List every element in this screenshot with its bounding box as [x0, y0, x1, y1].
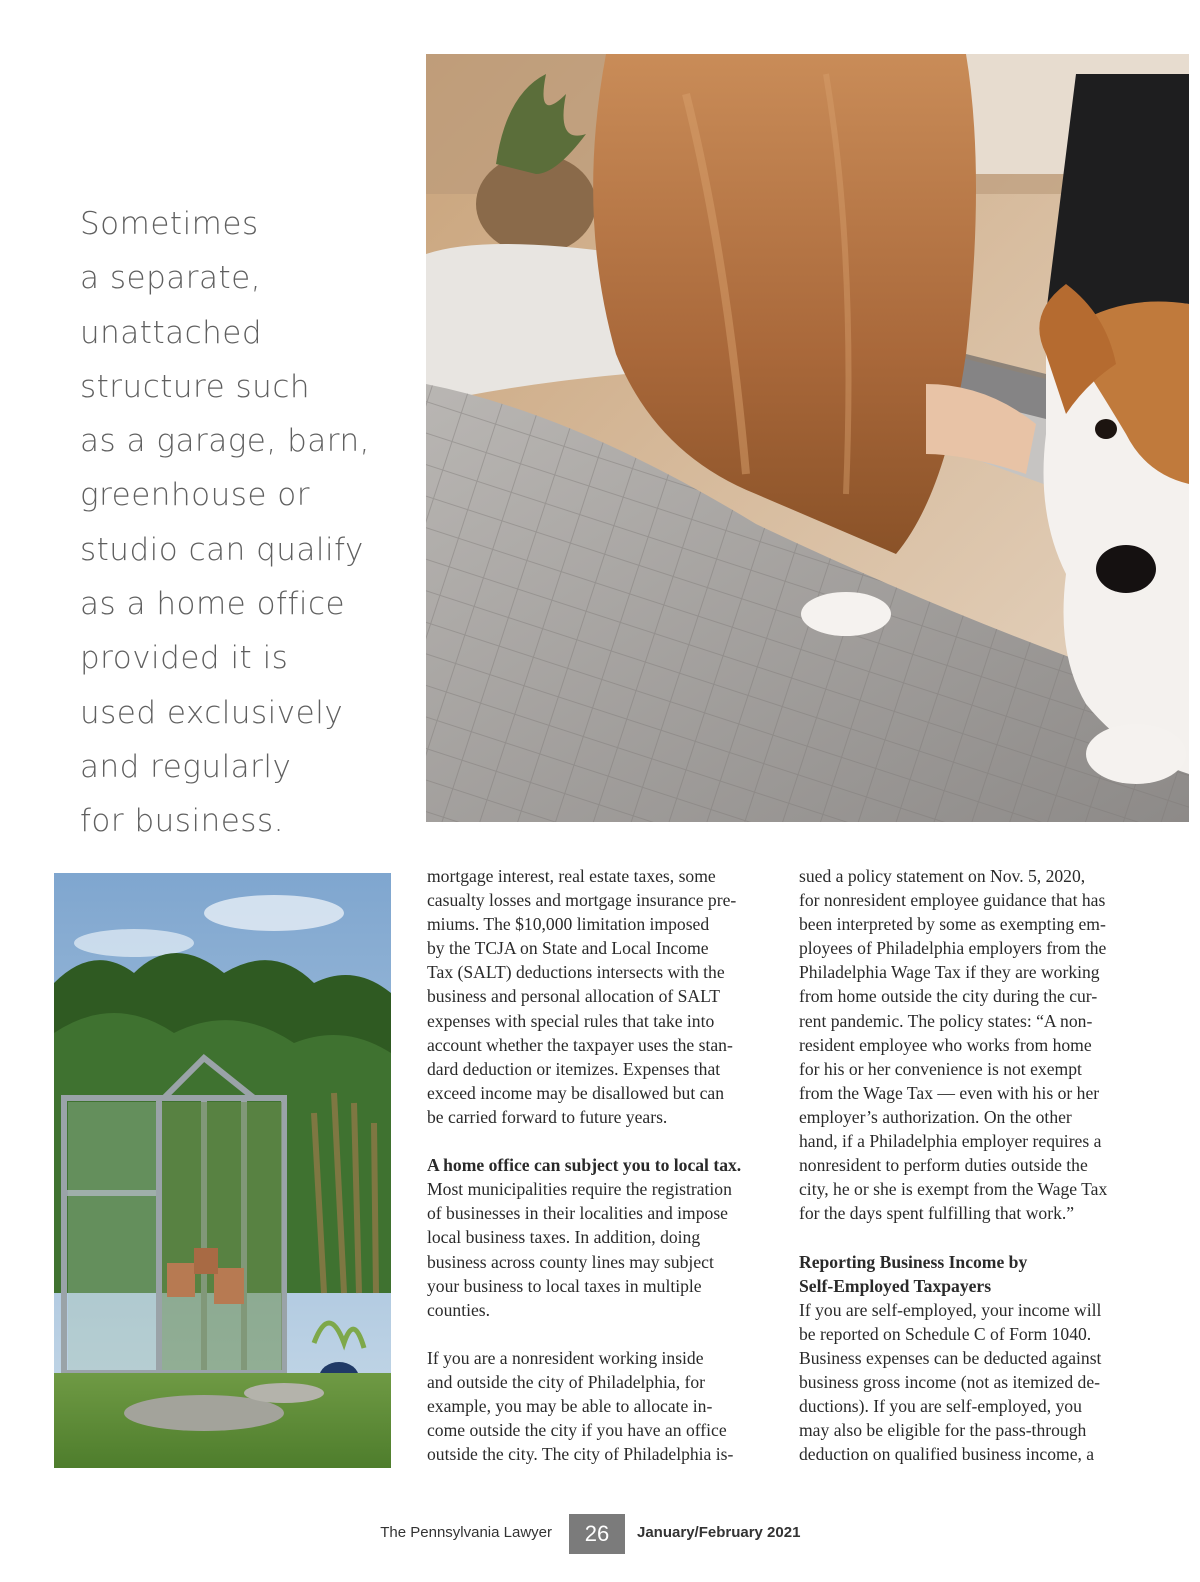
text-line: for the days spent fulfilling that work.”	[799, 1203, 1075, 1224]
text-line: expenses with special rules that take into	[427, 1010, 715, 1031]
text-line: be carried forward to future years.	[427, 1106, 668, 1127]
text-line: resident employee who works from home	[799, 1034, 1092, 1055]
paragraph-nonresident	[427, 1346, 772, 1466]
text-line: rent pandemic. The policy states: “A non-	[799, 1010, 1093, 1031]
greenhouse-photo	[54, 873, 391, 1468]
pull-quote-line: a separate,	[80, 260, 262, 297]
text-line: deduction on qualified business income, a	[799, 1444, 1095, 1465]
pull-quote-line: as a garage, barn,	[80, 423, 370, 460]
heading-line: Reporting Business Income by	[799, 1251, 1028, 1272]
text-line: come outside the city if you have an office	[427, 1420, 727, 1441]
text-line: miums. The $10,000 limitation imposed	[427, 914, 710, 935]
issue-date: January/February 2021	[637, 1524, 801, 1541]
section-heading	[799, 1250, 1139, 1298]
pull-quote-line: Sometimes	[80, 206, 259, 242]
page-number: 26	[569, 1514, 625, 1554]
pull-quote-line: as a home office	[80, 586, 346, 623]
pull-quote-line: for business.	[80, 803, 284, 840]
article-column-left	[427, 864, 772, 1466]
text-line: ductions). If you are self-employed, you	[799, 1396, 1082, 1417]
text-line: If you are self-employed, your income will	[799, 1299, 1102, 1320]
paragraph-local-tax	[427, 1153, 772, 1322]
text-line: from the Wage Tax — even with his or her	[799, 1082, 1100, 1103]
text-line: been interpreted by some as exempting em-	[799, 914, 1106, 935]
pull-quote-line: structure such	[80, 368, 311, 405]
text-line: nonresident to perform duties outside the	[799, 1155, 1088, 1176]
text-line: casualty losses and mortgage insurance pre-	[427, 890, 737, 911]
publication-name: The Pennsylvania Lawyer	[380, 1524, 552, 1541]
text-line: may also be eligible for the pass-through	[799, 1420, 1087, 1441]
text-line: business gross income (not as itemized de-	[799, 1371, 1100, 1392]
paragraph-policy-statement	[799, 864, 1139, 1225]
text-line: for nonresident employee guidance that has	[799, 890, 1106, 911]
text-line: outside the city. The city of Philadelphia is-	[427, 1444, 734, 1465]
text-line: and outside the city of Philadelphia, for	[427, 1371, 706, 1392]
woman-dog-laptop-photo	[426, 54, 1189, 822]
text-line: exceed income may be disallowed but can	[427, 1082, 725, 1103]
pull-quote-line: greenhouse or	[80, 477, 311, 514]
text-line: example, you may be able to allocate in-	[427, 1396, 713, 1417]
text-line: of businesses in their localities and impose	[427, 1203, 728, 1224]
pull-quote-line: provided it is	[80, 640, 289, 677]
text-line: by the TCJA on State and Local Income	[427, 938, 709, 959]
pull-quote-line: unattached	[80, 314, 263, 351]
text-line: be reported on Schedule C of Form 1040.	[799, 1323, 1092, 1344]
text-line: business and personal allocation of SALT	[427, 986, 721, 1007]
text-line: from home outside the city during the cur-	[799, 986, 1098, 1007]
text-line: Tax (SALT) deductions intersects with the	[427, 962, 725, 983]
text-line: sued a policy statement on Nov. 5, 2020,	[799, 866, 1086, 886]
text-line: your business to local taxes in multiple	[427, 1275, 702, 1296]
text-line: for his or her convenience is not exempt	[799, 1058, 1082, 1079]
text-line: If you are a nonresident working inside	[427, 1347, 704, 1368]
heading-line: Self-Employed Taxpayers	[799, 1275, 992, 1296]
text-line: city, he or she is exempt from the Wage Tax	[799, 1179, 1108, 1200]
text-line: ployees of Philadelphia employers from the	[799, 938, 1107, 959]
paragraph-lead: A home office can subject you to local tax.	[427, 1155, 742, 1176]
text-line: account whether the taxpayer uses the stan-	[427, 1034, 733, 1055]
text-line: Most municipalities require the registration	[427, 1179, 732, 1200]
text-line: hand, if a Philadelphia employer requires a	[799, 1131, 1102, 1152]
page-footer	[0, 1514, 1200, 1554]
text-line: local business taxes. In addition, doing	[427, 1227, 701, 1248]
paragraph-salt	[427, 864, 772, 1129]
article-column-right	[799, 864, 1139, 1466]
pull-quote-line: used exclusively	[80, 694, 344, 731]
pull-quote-line: studio can qualify	[80, 531, 364, 568]
pull-quote	[80, 197, 400, 849]
text-line: business across county lines may subject	[427, 1251, 714, 1272]
text-line: mortgage interest, real estate taxes, some	[427, 866, 716, 886]
text-line: counties.	[427, 1299, 491, 1320]
text-line: Philadelphia Wage Tax if they are working	[799, 962, 1100, 983]
paragraph-self-employed	[799, 1298, 1139, 1467]
text-line: dard deduction or itemizes. Expenses that	[427, 1058, 721, 1079]
text-line: employer’s authorization. On the other	[799, 1106, 1072, 1127]
pull-quote-line: and regularly	[80, 748, 292, 785]
text-line: Business expenses can be deducted against	[799, 1347, 1102, 1368]
